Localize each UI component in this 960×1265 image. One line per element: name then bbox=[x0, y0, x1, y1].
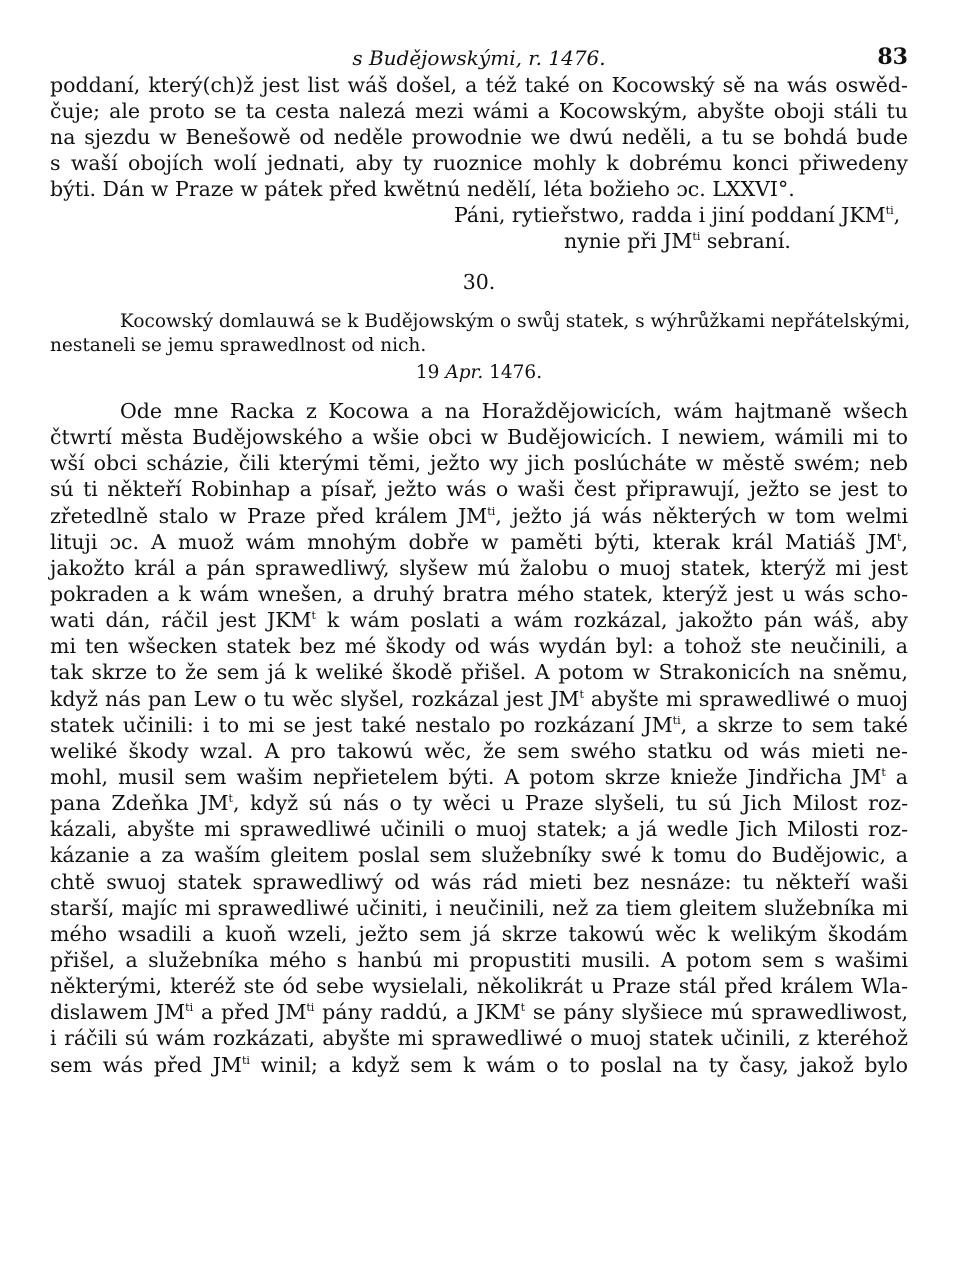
text-line: chtě swuoj statek sprawedliwý od wás rád mieti bez nesnáze: tu někteří waši bbox=[50, 869, 908, 894]
text-line: jakožto král a pán sprawedliwý, slyšew mú žalobu o muoj statek, kterýž mi jest bbox=[50, 555, 908, 580]
text-line: mohl, musil sem wašim nepřietelem býti. A potom skrze knieže Jindřicha $JM^t$ a bbox=[50, 764, 908, 789]
text-line: wati dán, ráčil jest JKM$^t$ k wám poslati a wám rozkázal, jakožto pán wáš, aby bbox=[50, 608, 908, 633]
text-line: dislawem $JM^{ti}$ a před $JM^{ti}$ pány raddú, a JKM$^t$ se pány slyšiece mú sprawedliwost, bbox=[50, 1000, 908, 1025]
superscript: t bbox=[228, 792, 233, 806]
document-summary bbox=[50, 310, 911, 358]
text-line: starší, majíc mi sprawedliwé učiniti, i neučinili, než za tiem gleitem služebníka mi bbox=[50, 895, 908, 920]
text-line: přišel, a služebníka mého s hanbú mi propustiti musili. A potom sem s wašimi bbox=[50, 947, 908, 972]
text-line: čtwrtí města Budějowského a wšie obci w Budějowicích. I newiem, wámili mi to bbox=[50, 425, 908, 450]
text-line: tak skrze to že sem já k weliké škodě přišel. A potom w Strakonicích na sněmu, bbox=[50, 660, 908, 685]
text-line: pana Zdeňka $JM^t$, když sú nás o ty wěci u Praze slyšeli, tu sú Jich Milost roz- bbox=[50, 791, 909, 816]
signature-text: nynie při JM bbox=[564, 229, 693, 253]
text-line: pokraden a k wám wnešen, a druhý bratra mého statek, kterýž jest u wás scho- bbox=[50, 581, 908, 606]
text-line: kázali, abyšte mi sprawedliwé učinili o muoj statek; a já wedle Jich Milosti roz- bbox=[50, 817, 908, 842]
document-page bbox=[50, 28, 911, 1078]
running-head bbox=[50, 28, 908, 72]
superscript: ti bbox=[306, 1001, 315, 1015]
text-line: sem wás před $JM^{ti}$ winil; a když sem k wám o to poslal na ty časy, jakož bylo bbox=[50, 1052, 908, 1077]
superscript: ti bbox=[241, 1053, 250, 1067]
document-number: 30. bbox=[462, 270, 496, 294]
signature-line bbox=[50, 202, 908, 228]
signature-punct: sebraní. bbox=[700, 229, 791, 253]
superscript: ti bbox=[885, 204, 894, 217]
text-line: na sjezdu w Benešowě od neděle prowodnie we dwú neděli, a tu se bohdá bude bbox=[50, 125, 908, 149]
superscript: t bbox=[897, 530, 902, 544]
summary-line: Kocowský domlauwá se k Budějowským o swůj statek, s wýhrůžkami nepřátelskými, bbox=[120, 311, 911, 332]
signature-block bbox=[50, 202, 908, 254]
text-line: některými, kteréž ste ód sebe wysielali, několikrát u Praze stál před králem Wla- bbox=[50, 974, 908, 999]
date-day: 19 bbox=[415, 362, 440, 383]
text-line: poddaní, který(ch)ž jest list wáš došel, a též také on Kocowský sě na wás oswěd- bbox=[50, 73, 908, 97]
text-line: zřetedlně stalo w Praze před králem $JM^{ti}$, ježto já wás některých w tom welmi bbox=[50, 503, 909, 528]
text-line: i ráčili sú wám rozkázati, abyšte mi sprawedliwé o muoj statek učinili, z kteréhož bbox=[50, 1026, 908, 1051]
text-line: statek učinili: i to mi se jest také nestalo po rozkázaní $JM^{ti}$, a skrze to sem také bbox=[50, 712, 908, 737]
text-line: kázanie a za waším gleitem poslal sem služebníky swé k tomu do Budějowic, a bbox=[50, 843, 908, 868]
text-line: weliké škody wzal. A pro takowú wěc, že sem swého statku od wás mieti ne- bbox=[50, 738, 908, 763]
superscript: ti bbox=[672, 713, 681, 727]
text-line: když nás pan Lew o tu wěc slyšel, rozkázal jest $JM^t$ abyšte mi sprawedliwé o muoj bbox=[50, 686, 908, 711]
summary-line: nestaneli se jemu sprawedlnost od nich. bbox=[50, 335, 427, 356]
letter-body bbox=[50, 398, 908, 1078]
text-line: mi ten wšecken statek bez mé škody od wás wydán byl: a tohož ste neučinili, a bbox=[50, 634, 908, 659]
superscript: t bbox=[520, 1001, 526, 1015]
date-year: 1476. bbox=[489, 362, 543, 383]
superscript: t bbox=[881, 765, 886, 779]
intro-paragraph bbox=[50, 72, 908, 202]
text-line: lituji ɔc. A muož wám mnohým dobře w paměti býti, kterak král Matiáš $JM^t$, bbox=[50, 529, 908, 554]
signature-punct: , bbox=[893, 203, 901, 227]
text-line: mého wsadili a kuoň wzeli, ježto sem já skrze takowú wěc k welikým škodám bbox=[50, 921, 908, 946]
page-number: 83 bbox=[877, 44, 908, 70]
superscript: t bbox=[579, 687, 584, 701]
superscript: ti bbox=[692, 230, 701, 243]
date-month: Apr. bbox=[445, 362, 484, 383]
signature-text: Páni, rytieřstwo, radda i jiní poddaní JKM bbox=[454, 203, 886, 227]
text-line: sú ti někteří Robinhap a písař, ježto wás o waši čest připrawují, ježto se jest to bbox=[50, 477, 908, 502]
superscript: ti bbox=[185, 1001, 194, 1015]
signature-line bbox=[50, 228, 908, 254]
text-line: čuje; ale proto se ta cesta nalezá mezi wámi a Kocowským, abyšte oboji stáli tu bbox=[50, 99, 908, 123]
text-line: Ode mne Racka z Kocowa a na Horaždějowicích, wám hajtmaně wšech bbox=[120, 399, 908, 423]
superscript: ti bbox=[487, 504, 496, 518]
running-head-title: s Budějowskými, r. 1476. bbox=[352, 46, 606, 70]
text-line: s waší obojích wolí jednati, aby ty ruoznice mohly k dobrému konci přiwedeny bbox=[50, 151, 908, 175]
text-line: býti. Dán w Praze w pátek před kwětnú nedělí, léta božieho ɔc. LXXVI°. bbox=[50, 177, 795, 201]
superscript: t bbox=[311, 609, 316, 623]
text-line: wší obci scházie, čili kterými těmi, ježto wy jich poslúcháte w městě swém; neb bbox=[50, 451, 908, 476]
document-date bbox=[50, 360, 908, 386]
